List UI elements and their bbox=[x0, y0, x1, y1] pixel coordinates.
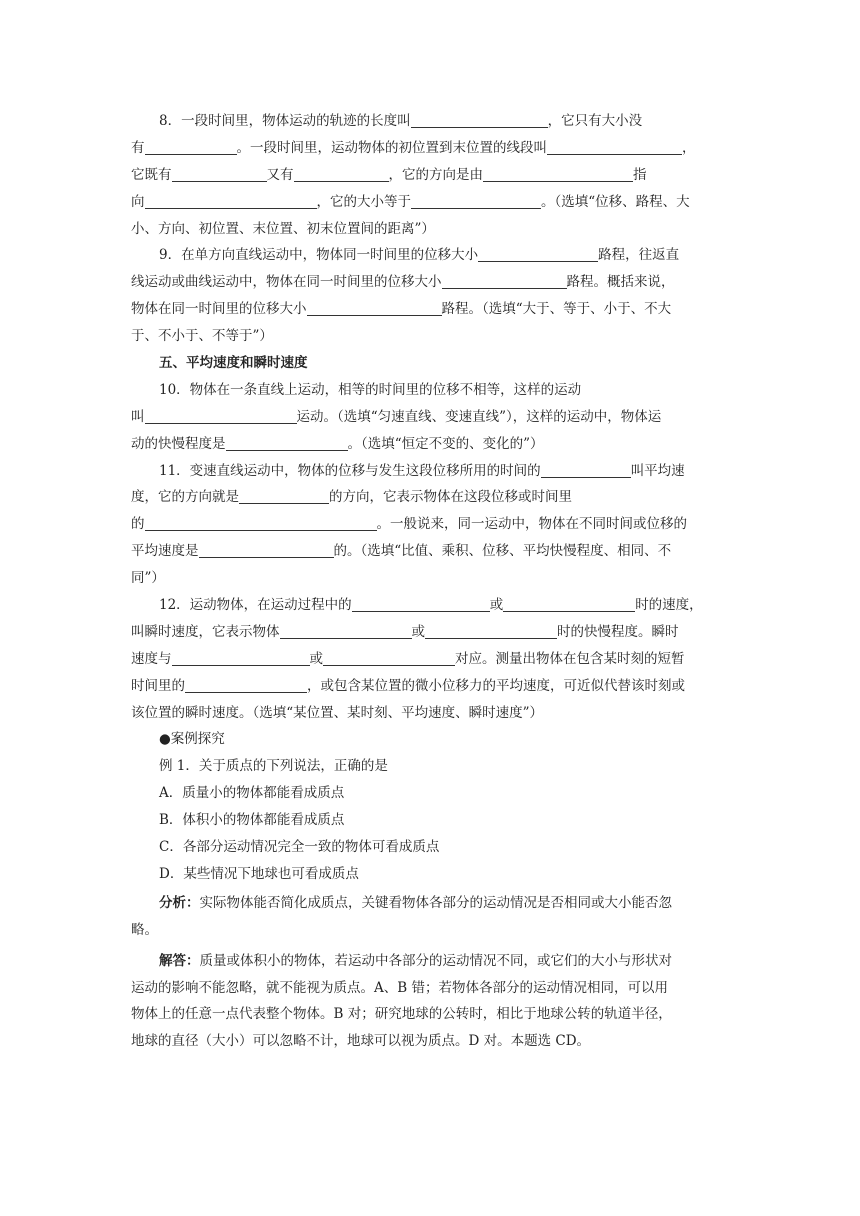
answer-blank[interactable] bbox=[145, 515, 377, 531]
document-page bbox=[131, 108, 731, 1055]
answer-blank[interactable] bbox=[547, 139, 682, 155]
answer-blank[interactable] bbox=[425, 623, 557, 639]
option-b: B．体积小的物体都能看成质点 bbox=[159, 812, 345, 829]
q11-text: 的。（选填“比值、乘积、位移、平均快慢程度、相同、不 bbox=[333, 543, 672, 560]
q8-text: 8．一段时间里，物体运动的轨迹的长度叫 bbox=[159, 113, 411, 129]
q9-line-2 bbox=[131, 269, 731, 296]
answer-blank[interactable] bbox=[411, 112, 548, 128]
answer-blank[interactable] bbox=[541, 462, 631, 478]
q12-line-5: 该位置的瞬时速度。（选填“某位置、某时刻、平均速度、瞬时速度”） bbox=[131, 704, 544, 721]
q12-text: ，或包含某位置的微小位移力的平均速度，可近似代替该时刻或 bbox=[307, 677, 685, 694]
q10-line-2 bbox=[131, 404, 731, 431]
q11-text: 。一般说来，同一运动中，物体在不同时间或位移的 bbox=[376, 516, 687, 533]
q8-line-2 bbox=[131, 135, 731, 162]
q12-line-2 bbox=[131, 619, 731, 646]
option-c: C．各部分运动情况完全一致的物体可看成质点 bbox=[159, 839, 440, 856]
q12-text: 时的快慢程度。瞬时 bbox=[557, 623, 679, 640]
answer-text: 质量或体积小的物体，若运动中各部分的运动情况不同，或它们的大小与形状对 bbox=[199, 952, 672, 969]
answer-blank[interactable] bbox=[442, 273, 567, 289]
q10-line-1: 10．物体在一条直线上运动，相等的时间里的位移不相等，这样的运动 bbox=[159, 381, 582, 398]
q8-text: 向 bbox=[131, 193, 145, 210]
answer-blank[interactable] bbox=[352, 596, 490, 612]
q11-text: 度，它的方向就是 bbox=[131, 489, 239, 506]
answer-blank[interactable] bbox=[503, 596, 635, 612]
q12-text: 或 bbox=[489, 597, 504, 614]
q11-text: 叫平均速 bbox=[630, 462, 685, 479]
q8-text: ，它只有大小没 bbox=[547, 113, 643, 129]
q8-text: 又有 bbox=[266, 166, 294, 183]
section-heading: 五、平均速度和瞬时速度 bbox=[159, 355, 308, 372]
answer-blank[interactable] bbox=[280, 623, 412, 639]
q8-text: ， bbox=[682, 139, 696, 156]
q9-text: 9．在单方向直线运动中，物体同一时间里的位移大小 bbox=[159, 247, 479, 264]
analysis-label: 分析： bbox=[159, 894, 200, 911]
q9-text: 路程，往返直 bbox=[598, 247, 680, 264]
answer-line-1 bbox=[131, 948, 731, 975]
q12-text: 或 bbox=[411, 623, 425, 640]
q12-text: 速度与 bbox=[131, 650, 172, 667]
q8-line-3 bbox=[131, 162, 731, 189]
q12-line-1 bbox=[131, 592, 731, 619]
q10-line-3 bbox=[131, 431, 731, 458]
analysis-line-2: 略。 bbox=[131, 921, 158, 938]
q8-text: 。一段时间里，运动物体的初位置到末位置的线段叫 bbox=[236, 139, 547, 156]
answer-blank[interactable] bbox=[145, 193, 317, 209]
answer-blank[interactable] bbox=[307, 300, 442, 316]
q12-line-4 bbox=[131, 673, 731, 700]
answer-blank[interactable] bbox=[294, 166, 389, 182]
q8-text: 指 bbox=[633, 166, 647, 183]
option-d: D．某些情况下地球也可看成质点 bbox=[159, 865, 359, 882]
q9-text: 路程。概括来说， bbox=[566, 274, 675, 291]
q12-text: 叫瞬时速度，它表示物体 bbox=[131, 623, 280, 640]
q11-line-1 bbox=[131, 458, 731, 485]
q10-text: 动的快慢程度是 bbox=[131, 435, 226, 452]
answer-line-3: 物体上的任意一点代表整个物体。B 对；研究地球的公转时，相比于地球公转的轨道半径， bbox=[131, 1006, 672, 1023]
q12-text: 时的速度， bbox=[635, 597, 703, 614]
q11-line-3 bbox=[131, 511, 731, 538]
q8-text: 有 bbox=[131, 139, 145, 156]
answer-line-4: 地球的直径（大小）可以忽略不计，地球可以视为质点。D 对。本题选 CD。 bbox=[131, 1033, 591, 1050]
q9-text: 物体在同一时间里的位移大小 bbox=[131, 301, 307, 318]
q12-line-3 bbox=[131, 646, 731, 673]
q8-line-4 bbox=[131, 189, 731, 216]
answer-blank[interactable] bbox=[323, 650, 455, 666]
q8-text: 。（选填“位移、路程、大 bbox=[541, 193, 690, 210]
answer-line-2: 运动的影响不能忽略，就不能视为质点。A、B 错；若物体各部分的运动情况相同，可以用 bbox=[131, 979, 668, 996]
q10-text: 叫 bbox=[131, 408, 145, 425]
q9-line-3 bbox=[131, 296, 731, 323]
q9-line-4: 于、不小于、不等于”） bbox=[131, 328, 273, 345]
answer-blank[interactable] bbox=[478, 246, 598, 262]
q11-line-2 bbox=[131, 484, 731, 511]
answer-blank[interactable] bbox=[411, 193, 541, 209]
case-heading: ●案例探究 bbox=[159, 731, 225, 748]
q10-text: 运动。（选填“匀速直线、变速直线”），这样的运动中，物体运 bbox=[296, 408, 662, 425]
q8-text: 它既有 bbox=[131, 166, 172, 183]
q8-line-1 bbox=[131, 108, 731, 135]
answer-blank[interactable] bbox=[199, 542, 334, 558]
q12-text: 12．运动物体，在运动过程中的 bbox=[159, 597, 352, 614]
q8-text: ，它的大小等于 bbox=[316, 193, 411, 210]
q11-text: 的 bbox=[131, 516, 145, 533]
analysis-line-1 bbox=[131, 890, 731, 917]
q8-text: ，它的方向是由 bbox=[388, 166, 483, 183]
q11-line-5: 同”） bbox=[131, 570, 165, 587]
answer-blank[interactable] bbox=[145, 139, 237, 155]
q8-line-5: 小、方向、初位置、末位置、初末位置间的距离”） bbox=[131, 220, 435, 237]
example-question: 例 1．关于质点的下列说法，正确的是 bbox=[159, 758, 388, 775]
answer-blank[interactable] bbox=[185, 677, 307, 693]
q11-text: 平均速度是 bbox=[131, 543, 199, 560]
q12-text: 对应。测量出物体在包含某时刻的短暂 bbox=[455, 650, 685, 667]
answer-blank[interactable] bbox=[172, 166, 267, 182]
q9-text: 线运动或曲线运动中，物体在同一时间里的位移大小 bbox=[131, 274, 442, 291]
q10-text: 。（选填“恒定不变的、变化的”） bbox=[347, 435, 544, 452]
q12-text: 时间里的 bbox=[131, 677, 185, 694]
q11-text: 的方向，它表示物体在这段位移或时间里 bbox=[329, 489, 572, 506]
analysis-text: 实际物体能否简化成质点，关键看物体各部分的运动情况是否相同或大小能否忽 bbox=[199, 894, 672, 911]
answer-blank[interactable] bbox=[172, 650, 310, 666]
answer-blank[interactable] bbox=[226, 435, 348, 451]
answer-blank[interactable] bbox=[239, 488, 329, 504]
q12-text: 或 bbox=[309, 650, 323, 667]
q11-text: 11．变速直线运动中，物体的位移与发生这段位移所用的时间的 bbox=[159, 462, 541, 479]
q9-line-1 bbox=[131, 242, 731, 269]
answer-blank[interactable] bbox=[145, 408, 297, 424]
option-a: A．质量小的物体都能看成质点 bbox=[159, 785, 345, 802]
answer-blank[interactable] bbox=[483, 166, 633, 182]
q9-text: 路程。（选填“大于、等于、小于、不大 bbox=[441, 301, 672, 318]
answer-label: 解答： bbox=[159, 952, 200, 969]
q11-line-4 bbox=[131, 538, 731, 565]
